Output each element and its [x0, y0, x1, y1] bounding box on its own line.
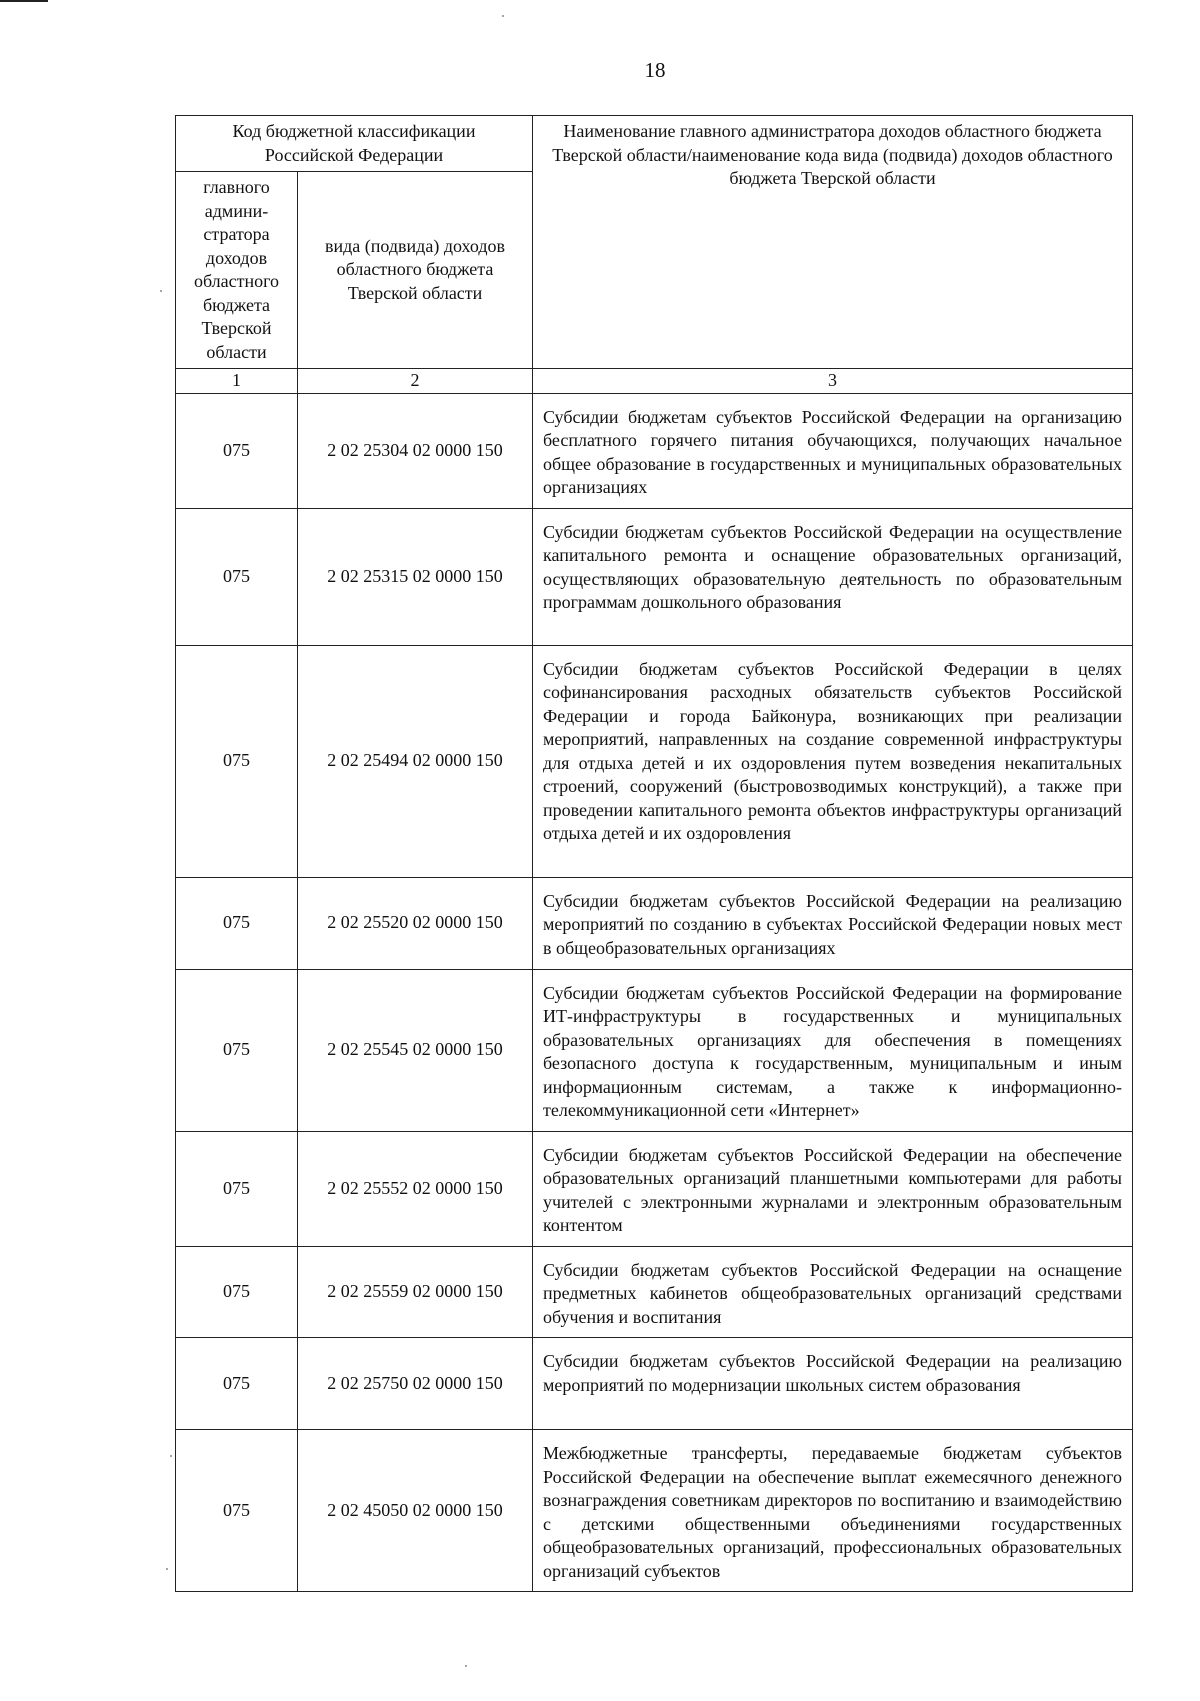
admin-code-cell: 075: [176, 877, 298, 969]
admin-code-cell: 075: [176, 1338, 298, 1430]
revenue-code-cell: 2 02 25520 02 0000 150: [298, 877, 533, 969]
header-col2-title: вида (подвида) доходов областного бюджета Тверской области: [298, 172, 533, 369]
header-col3-title: Наименование главного администратора доходов областного бюджета Тверской области/наименование кода вида (подвида) доходов областного бюджета Тверской области: [533, 116, 1133, 369]
column-number: 3: [533, 369, 1133, 394]
column-number: 2: [298, 369, 533, 394]
revenue-name-cell: Субсидии бюджетам субъектов Российской Федерации на осуществление капитального ремонта и оснащение образовательных организаций, осуществляющих образовательную деятельность по образовательным программам дошкольного образования: [533, 508, 1133, 645]
column-number-row: [176, 369, 1133, 394]
revenue-name-cell: Субсидии бюджетам субъектов Российской Федерации на формирование ИТ-инфраструктуры в государственных и муниципальных образовательных организациях для обеспечения в помещениях безопасного доступа к государственным, муниципальным и иным информационным системам, а также к информационно-телекоммуникационной сети «Интернет»: [533, 969, 1133, 1131]
scan-speck: [502, 15, 504, 17]
header-col1-title: главного админи-стратора доходов областного бюджета Тверской области: [176, 172, 298, 369]
table-row: [176, 969, 1133, 1131]
scan-speck: [160, 290, 162, 292]
revenue-name-cell: Субсидии бюджетам субъектов Российской Федерации на реализацию мероприятий по созданию в субъектах Российской Федерации новых мест в общеобразовательных организациях: [533, 877, 1133, 969]
budget-classification-table: [175, 115, 1133, 1592]
admin-code-cell: 075: [176, 1246, 298, 1338]
table-row: [176, 877, 1133, 969]
admin-code-cell: 075: [176, 393, 298, 508]
table-row: [176, 1338, 1133, 1430]
revenue-code-cell: 2 02 25304 02 0000 150: [298, 393, 533, 508]
table-row: [176, 1131, 1133, 1246]
admin-code-cell: 075: [176, 969, 298, 1131]
admin-code-cell: 075: [176, 508, 298, 645]
revenue-name-cell: Межбюджетные трансферты, передаваемые бюджетам субъектов Российской Федерации на обеспечение выплат ежемесячного денежного вознаграждения советникам директоров по воспитанию и взаимодействию с детскими общественными объединениями государственных общеобразовательных организаций, профессиональных образовательных организаций субъектов: [533, 1430, 1133, 1592]
revenue-code-cell: 2 02 25750 02 0000 150: [298, 1338, 533, 1430]
revenue-code-cell: 2 02 25552 02 0000 150: [298, 1131, 533, 1246]
table-row: [176, 508, 1133, 645]
header-group-title: Код бюджетной классификации Российской Федерации: [176, 116, 533, 172]
admin-code-cell: 075: [176, 1430, 298, 1592]
revenue-name-cell: Субсидии бюджетам субъектов Российской Федерации на оснащение предметных кабинетов общеобразовательных организаций средствами обучения и воспитания: [533, 1246, 1133, 1338]
page-number: 18: [644, 58, 666, 82]
admin-code-cell: 075: [176, 645, 298, 877]
revenue-code-cell: 2 02 25494 02 0000 150: [298, 645, 533, 877]
revenue-code-cell: 2 02 25559 02 0000 150: [298, 1246, 533, 1338]
table-row: [176, 1430, 1133, 1592]
revenue-code-cell: 2 02 25315 02 0000 150: [298, 508, 533, 645]
column-number: 1: [176, 369, 298, 394]
revenue-name-cell: Субсидии бюджетам субъектов Российской Федерации на обеспечение образовательных организаций планшетными компьютерами для работы учителей с электронными журналами и электронным образовательным контентом: [533, 1131, 1133, 1246]
scan-speck: [166, 1568, 168, 1570]
table-row: [176, 393, 1133, 508]
revenue-name-cell: Субсидии бюджетам субъектов Российской Федерации на реализацию мероприятий по модернизации школьных систем образования: [533, 1338, 1133, 1430]
table-header-row: [176, 116, 1133, 172]
revenue-name-cell: Субсидии бюджетам субъектов Российской Федерации на организацию бесплатного горячего питания обучающихся, получающих начальное общее образование в государственных и муниципальных образовательных организациях: [533, 393, 1133, 508]
scan-speck: [465, 1665, 467, 1667]
revenue-name-cell: Субсидии бюджетам субъектов Российской Федерации в целях софинансирования расходных обязательств субъектов Российской Федерации и города Байконура, возникающих при реализации мероприятий, направленных на создание современной инфраструктуры для отдыха детей и их оздоровления путем возведения некапитальных строений, сооружений (быстровозводимых конструкций), а также при проведении капитального ремонта объектов инфраструктуры организаций отдыха детей и их оздоровления: [533, 645, 1133, 877]
table-row: [176, 1246, 1133, 1338]
table-row: [176, 645, 1133, 877]
revenue-code-cell: 2 02 25545 02 0000 150: [298, 969, 533, 1131]
admin-code-cell: 075: [176, 1131, 298, 1246]
scan-speck: [170, 1455, 172, 1457]
scan-top-rule: [0, 0, 48, 2]
revenue-code-cell: 2 02 45050 02 0000 150: [298, 1430, 533, 1592]
